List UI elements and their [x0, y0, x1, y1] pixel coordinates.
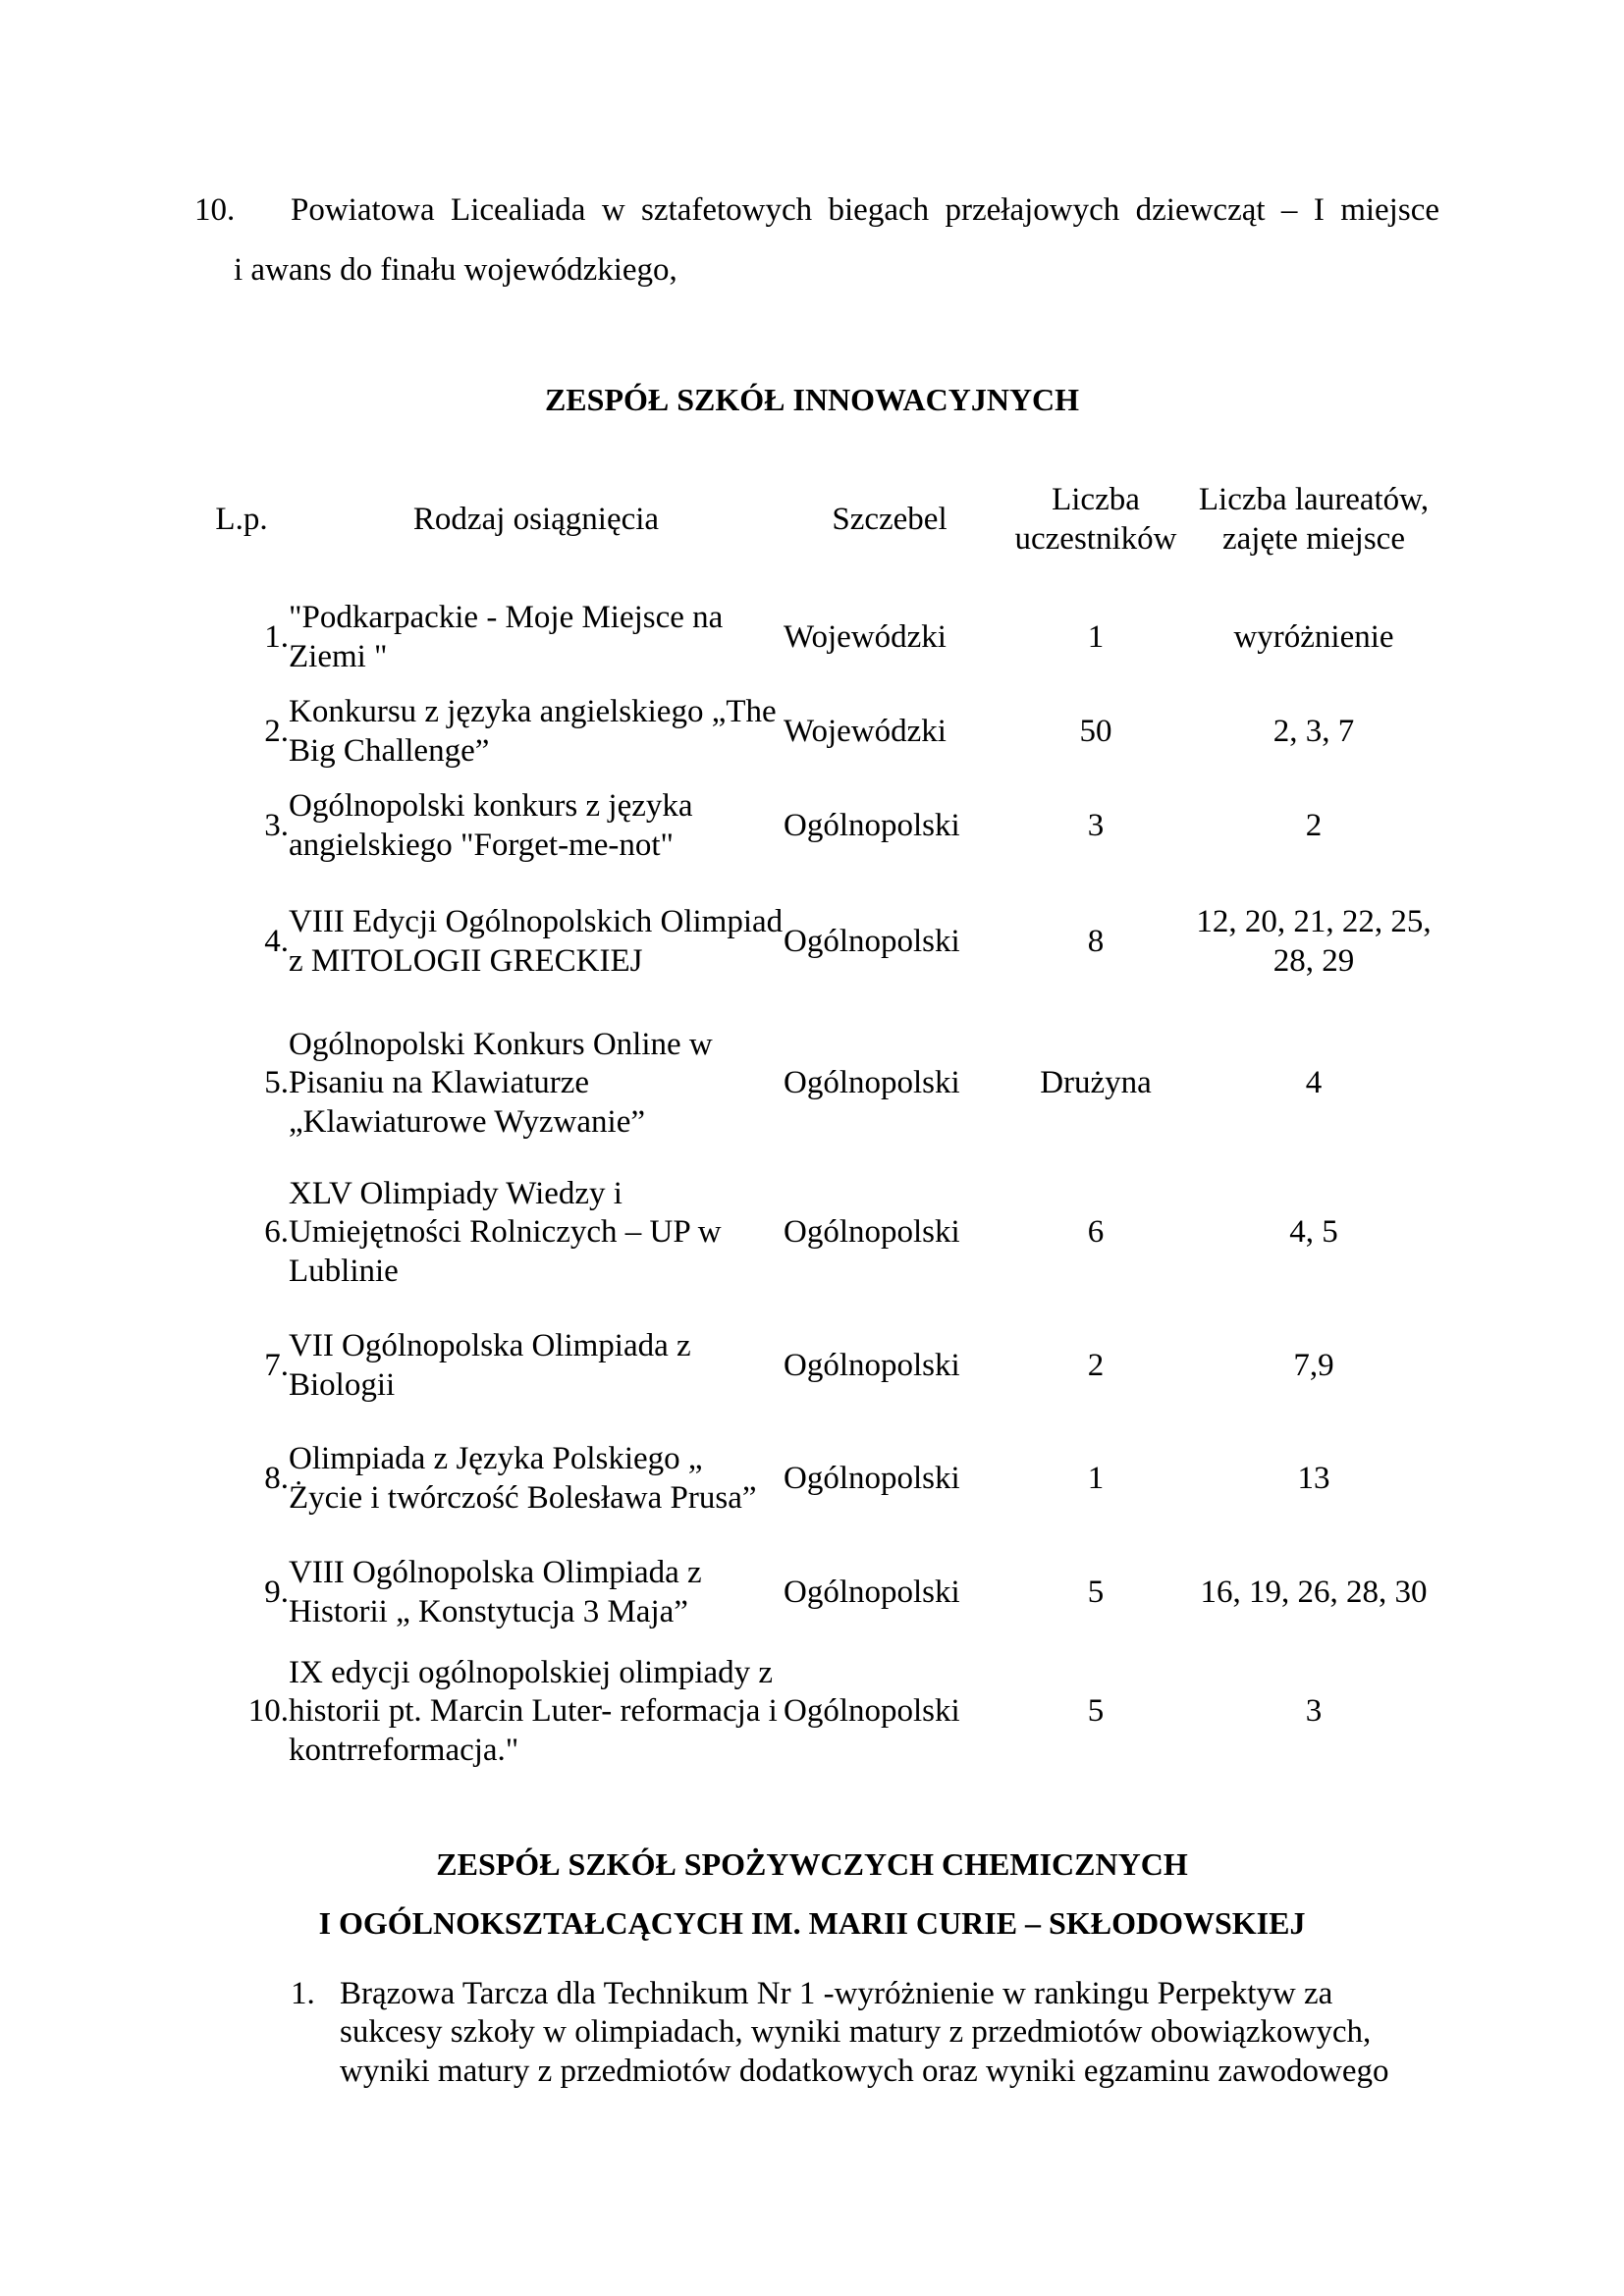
row-place: 16, 19, 26, 28, 30	[1200, 1575, 1428, 1611]
row-place: 7,9	[1293, 1348, 1334, 1384]
row-participants: 2	[1087, 1348, 1105, 1384]
table-row	[194, 777, 1432, 876]
row-level: Ogólnopolski	[784, 1214, 960, 1251]
row-type: Ogólnopolski konkurs z języka angielskiego "Forget-me-not"	[289, 788, 693, 863]
header-level: Szczebel	[832, 502, 947, 538]
table-row	[194, 1308, 1432, 1425]
row-type: VIII Edycji Ogólnopolskich Olimpiad z MITOLOGII GRECKIEJ	[289, 904, 784, 979]
intro-item-text-line1: Powiatowa Licealiada w sztafetowych biegach przełajowych dziewcząt – I miejsce	[291, 192, 1439, 228]
row-level: Wojewódzki	[784, 619, 947, 656]
row-place: 12, 20, 21, 22, 25, 28, 29	[1196, 904, 1432, 979]
row-type: VII Ogólnopolska Olimpiada z Biologii	[289, 1328, 691, 1403]
section2-item-text: Brązowa Tarcza dla Technikum Nr 1 -wyróżnienie w rankingu Perpektyw za sukcesy szkoły w olimpiadach, wyniki matury z przedmiotów obowiązkowych, wyniki matury z przedmiotów dodatkowych oraz wyniki egzaminu zawodowego	[340, 1976, 1389, 2089]
row-place: 4	[1305, 1065, 1323, 1101]
row-participants: 5	[1087, 1575, 1105, 1611]
section2-item-number: 1.	[291, 1976, 315, 2011]
row-lp: 3.	[264, 808, 289, 844]
row-level: Ogólnopolski	[784, 924, 960, 960]
table-row	[194, 589, 1432, 687]
row-participants: 50	[1079, 714, 1112, 750]
section2-title-line2: I OGÓLNOKSZTAŁCĄCYCH IM. MARII CURIE – SKŁODOWSKIEJ	[318, 1905, 1306, 1941]
row-lp: 5.	[264, 1065, 289, 1101]
row-level: Ogólnopolski	[784, 1693, 960, 1730]
row-type: VIII Ogólnopolska Olimpiada z Historii „ Konstytucja 3 Maja”	[289, 1555, 702, 1629]
table-row	[194, 1009, 1432, 1158]
table-row	[194, 876, 1432, 1009]
row-participants: 8	[1087, 924, 1105, 960]
section2-title-line1: ZESPÓŁ SZKÓŁ SPOŻYWCZYCH CHEMICZNYCH	[436, 1846, 1188, 1882]
row-place: 2, 3, 7	[1272, 714, 1355, 750]
row-participants: 3	[1087, 808, 1105, 844]
row-lp: 9.	[264, 1575, 289, 1611]
row-level: Ogólnopolski	[784, 1461, 960, 1497]
row-lp: 6.	[264, 1214, 289, 1251]
row-level: Ogólnopolski	[784, 1348, 960, 1384]
row-participants: 1	[1087, 1461, 1105, 1497]
table-row	[194, 1653, 1432, 1771]
header-place: Liczba laureatów, zajęte miejsce	[1198, 482, 1430, 557]
header-lp: L.p.	[215, 502, 268, 538]
row-participants: 1	[1087, 619, 1105, 656]
intro-item-text-line2: i awans do finału wojewódzkiego,	[234, 252, 677, 288]
header-participants: Liczba uczestników	[1014, 482, 1177, 557]
row-participants: 5	[1087, 1693, 1105, 1730]
row-lp: 7.	[264, 1348, 289, 1384]
table-row	[194, 1533, 1432, 1653]
row-participants: Drużyna	[1040, 1065, 1152, 1101]
row-place: 2	[1305, 808, 1323, 844]
row-place: 13	[1297, 1461, 1330, 1497]
row-participants: 6	[1087, 1214, 1105, 1251]
row-level: Ogólnopolski	[784, 1575, 960, 1611]
row-type: Konkursu z języka angielskiego „The Big Challenge”	[289, 694, 777, 769]
row-lp: 4.	[264, 924, 289, 960]
row-level: Ogólnopolski	[784, 1065, 960, 1101]
row-type: Ogólnopolski Konkurs Online w Pisaniu na Klawiaturze „Klawiaturowe Wyzwanie”	[289, 1026, 713, 1140]
row-lp: 2.	[264, 714, 289, 750]
achievements-table	[194, 452, 1432, 1771]
row-lp: 1.	[264, 619, 289, 656]
table-header-row	[194, 452, 1432, 589]
row-lp: 8.	[264, 1461, 289, 1497]
row-type: XLV Olimpiady Wiedzy i Umiejętności Rolniczych – UP w Lublinie	[289, 1175, 722, 1289]
row-type: Olimpiada z Języka Polskiego „ Życie i twórczość Bolesława Prusa”	[289, 1441, 757, 1516]
row-place: 4, 5	[1289, 1214, 1338, 1251]
row-lp: 10.	[247, 1693, 289, 1730]
row-place: 3	[1305, 1693, 1323, 1730]
header-type: Rodzaj osiągnięcia	[412, 502, 660, 538]
row-level: Wojewódzki	[784, 714, 947, 750]
row-level: Ogólnopolski	[784, 808, 960, 844]
section1-title: ZESPÓŁ SZKÓŁ INNOWACYJNYCH	[544, 382, 1080, 417]
row-type: IX edycji ogólnopolskiej olimpiady z historii pt. Marcin Luter- reformacja i kontrreformacja."	[289, 1654, 778, 1768]
intro-item-number: 10.	[194, 192, 236, 228]
table-row	[194, 1158, 1432, 1308]
row-place: wyróżnienie	[1233, 619, 1394, 656]
table-row	[194, 687, 1432, 777]
table-row	[194, 1425, 1432, 1533]
row-type: "Podkarpackie - Moje Miejsce na Ziemi "	[289, 600, 724, 674]
